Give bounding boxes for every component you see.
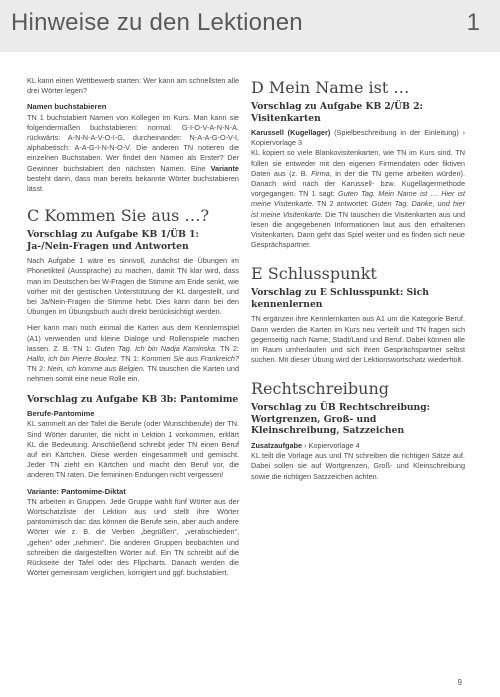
namen-paragraph: TN 1 buchstabiert Namen von Kollegen im Kurs. Man kann sie folgendermaßen buchstabieren: normal: G-I-O-V-A-N-N-A, rückwärts: A-N-N-A-V-O-I-G, durcheinander: N-A-A-G-O-V-I, alphabetisch: A-A-G-I-N-N-O-V. Die anderen TN notieren die einzelnen Buchstaben. Wer findet den Namen als Erster? Der Gewinner buchstabiert den nächsten Namen. Eine Variante besteht darin, dass man bereits bekannte Wörter buchstabieren lässt. [27, 112, 239, 194]
c-paragraph-1: Nach Aufgabe 1 wäre es sinnvoll, zunächst die Übungen im Phonetikteil (Aussprache) zu machen, damit TN klar wird, dass man im Deutschen bei W-Fragen die Stimme am Ende senkt, wie vorher mit der gestischen Unterstützung der KL dargestellt, und bei Ja/Nein-Fragen die Stimme hebt. Dies kann dann bei den Übungen im Übungsbuch auch direkt berücksichtigt werden. [27, 256, 239, 317]
vorschlag-kb3b-title: Vorschlag zu Aufgabe KB 3b: Pantomime [27, 393, 239, 405]
diktat-paragraph: TN arbeiten in Gruppen. Jede Gruppe wählt fünf Wörter aus der Wortschatzliste der Lektion aus und stellt ihre Wörter pantomimisch dar: das können die Berufe sein, aber auch andere Wörter wie z. B. die Verben „begrüßen“, „verabschieden“, „gehen“ oder „nehmen“. Die anderen Gruppen beobachten und schreiben die dargestellten Wörter auf. Ein TN schreibt auf die Rückseite der Tafel oder des Flipcharts. Danach werden die Wörter gemeinsam verglichen, korrigiert und ggf. buchstabiert. [27, 496, 239, 578]
page-header [0, 0, 500, 52]
lesson-number: 1 [466, 9, 480, 36]
e-paragraph-1: TN ergänzen ihre Kennlernkarten aus A1 um die Kategorie Beruf. Dann werden die Karten im Kurs neu verteilt und TN fragen sich gegenseitig nach Name, Stadt/Land und Beruf. Dabei können alle im Raum umherlaufen und sich ihren Gesprächspartner selbst suchen. Mit dieser Übung wird der Lektionswortschatz wiederholt. [251, 314, 465, 365]
vorschlag-kb1-title: Vorschlag zu Aufgabe KB 1/ÜB 1: Ja-/Nein-Fragen und Antworten [27, 229, 199, 252]
vorschlag-e-title: Vorschlag zu E Schlusspunkt: Sich kennenlernen [251, 287, 429, 310]
section-rechtschreibung-title: Rechtschreibung [251, 379, 390, 399]
karussell-line: Karussell (Kugellager) (Spielbeschreibung in der Einleitung) › Kopiervorlage 3 [251, 128, 466, 148]
page-number: 9 [457, 678, 462, 687]
section-d-title: D Mein Name ist … [251, 78, 410, 97]
section-e-title: E Schlusspunkt [251, 264, 377, 284]
vorschlag-rechtschreibung-title: Vorschlag zu ÜB Rechtschreibung: Wortgrenzen, Groß- und Kleinschreibung, Satzzeichen [251, 402, 431, 437]
vorschlag-kb2-title: Vorschlag zu Aufgabe KB 2/ÜB 2: Visitenkarten [251, 101, 423, 124]
right-column [251, 76, 465, 482]
c-paragraph-2: Hier kann man noch einmal die Karten aus dem Kennlernspiel (A1) verwenden und kleine Dialoge und Rollenspiele machen lassen. Z. B. TN 1: Guten Tag. Ich bin Nadja Kaminska. TN 2: Hallo, ich bin Pierre Boulez. TN 1: Kommen Sie aus Frankreich? TN 2: Nein, ich komme aus Belgien. TN tauschen die Karten und nehmen somit eine neue Rolle ein. [27, 323, 239, 384]
berufe-paragraph: KL sammelt an der Tafel die Berufe (oder Wunschberufe) der TN. Sind Wörter darunter, die nicht in Lektion 1 vorkommen, erklärt KL die Bedeutung. Anschließend schreibt jeder TN einen Beruf auf ein Kärtchen. Diese werden eingesammelt und gemischt. Jeder TN zieht ein Kärtchen und macht den Beruf vor, die anderen TN raten. Die femininen Endungen nicht vergessen! [27, 419, 239, 480]
page-title: Hinweise zu den Lektionen [11, 9, 303, 36]
left-column [27, 76, 239, 578]
intro-text: KL kann einen Wettbewerb starten: Wer kann am schnellsten alle drei Wörter legen? [27, 76, 239, 96]
berufe-title: Berufe-Pantomime [27, 409, 95, 419]
zusatz-line: Zusatzaufgabe › Kopiervorlage 4 [251, 440, 360, 450]
r-paragraph-1: KL teilt die Vorlage aus und TN schreiben die richtigen Sätze auf. Dabei sollen sie auf Wortgrenzen, Groß- und Kleinschreibung sowie die richtigen Satzzeichen achten. [251, 451, 465, 481]
d-paragraph-1: KL kopiert so viele Blankovisitenkarten, wie TN im Kurs sind. TN füllen sie entweder mit den eigenen Firmendaten oder fiktiven Daten aus (z. B. Firma, in der die TN gerne arbeiten würden). Danach wird nach der Karussell- bzw. Kugellagermethode vorgegangen. TN 1 sagt: Guten Tag. Mein Name ist … Hier ist meine Visitenkarte. TN 2 antwortet: Guten Tag. Danke, und hier ist meine Visitenkarte. Die TN tauschen die Visitenkarten aus und lesen die angegebenen Informationen laut aus den erhaltenen Visitenkarten. Dann geht das Spiel weiter und es finden sich neue Gesprächspartner. [251, 148, 465, 250]
namen-title: Namen buchstabieren [27, 102, 107, 112]
diktat-title: Variante: Pantomime-Diktat [27, 486, 126, 496]
section-c-title: C Kommen Sie aus …? [27, 206, 210, 226]
